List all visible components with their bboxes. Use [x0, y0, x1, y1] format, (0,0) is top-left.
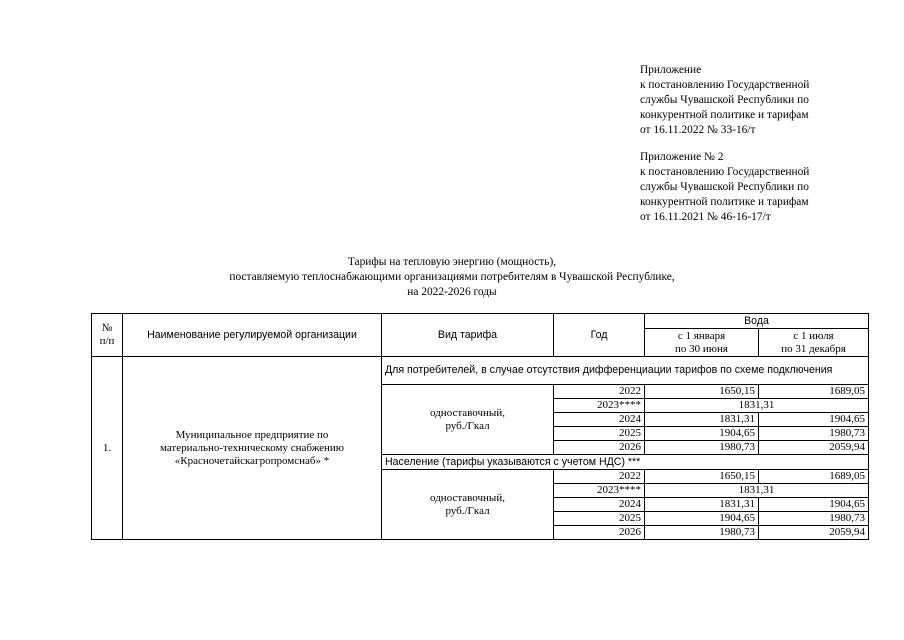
tariff-type-line: одноставочный, — [430, 406, 505, 419]
org-name-line: «Красночетайскагропромснаб» * — [174, 454, 330, 467]
value-cell: 1904,65 — [759, 413, 869, 427]
year-cell: 2024 — [554, 498, 645, 512]
value-cell: 1980,73 — [759, 512, 869, 526]
value-cell-merged: 1831,31 — [645, 399, 869, 413]
header-tariff-type: Вид тарифа — [382, 314, 554, 357]
value-cell: 1980,73 — [645, 441, 759, 455]
value-cell: 1831,31 — [645, 413, 759, 427]
appendix-line: службы Чувашской Республики по — [640, 181, 809, 193]
appendix-line: конкурентной политике и тарифам — [640, 109, 809, 121]
value-cell: 1980,73 — [645, 526, 759, 540]
appendix-line: от 16.11.2021 № 46-16-17/т — [640, 211, 771, 223]
appendix-line: службы Чувашской Республики по — [640, 94, 809, 106]
appendix-note-2021 — [640, 150, 850, 225]
header-org: Наименование регулируемой организации — [123, 314, 382, 357]
title-line: Тарифы на тепловую энергию (мощность), — [347, 256, 557, 268]
value-cell: 1650,15 — [645, 385, 759, 399]
header-period-1 — [645, 329, 759, 357]
value-cell: 1689,05 — [759, 470, 869, 484]
section-title: Население (тарифы указываются с учетом НДС) *** — [382, 455, 869, 470]
value-cell: 1904,65 — [759, 498, 869, 512]
appendix-line: к постановлению Государственной — [640, 79, 810, 91]
year-cell: 2023**** — [554, 399, 645, 413]
value-cell: 2059,94 — [759, 526, 869, 540]
year-cell: 2025 — [554, 427, 645, 441]
year-cell: 2022 — [554, 470, 645, 484]
value-cell-merged: 1831,31 — [645, 484, 869, 498]
appendix-line: от 16.11.2022 № 33-16/т — [640, 124, 756, 136]
header-number-line: п/п — [99, 335, 115, 347]
header-number — [92, 314, 123, 357]
org-name-line: Муниципальное предприятие по — [175, 428, 329, 441]
value-cell: 1689,05 — [759, 385, 869, 399]
header-period-line: по 31 декабря — [781, 342, 846, 355]
header-year: Год — [554, 314, 645, 357]
title-line: поставляемую теплоснабжающими организациями потребителям в Чувашской Республике, — [229, 271, 675, 283]
year-cell: 2025 — [554, 512, 645, 526]
appendix-note-2022 — [640, 63, 850, 138]
value-cell: 1831,31 — [645, 498, 759, 512]
year-cell: 2022 — [554, 385, 645, 399]
header-period-line: с 1 января — [677, 329, 726, 342]
tariff-table — [91, 313, 869, 540]
appendix-line: к постановлению Государственной — [640, 166, 810, 178]
header-period-line: с 1 июля — [793, 329, 834, 342]
appendix-line: конкурентной политике и тарифам — [640, 196, 809, 208]
value-cell: 2059,94 — [759, 441, 869, 455]
tariff-type — [382, 385, 554, 455]
org-name-line: материально-техническому снабжению — [159, 441, 345, 454]
header-row — [92, 314, 869, 329]
tariff-type-line: руб./Гкал — [445, 419, 490, 432]
appendix-line: Приложение — [640, 64, 702, 76]
header-period-line: по 30 июня — [675, 342, 728, 355]
year-cell: 2024 — [554, 413, 645, 427]
row-number: 1. — [92, 357, 123, 540]
section-row — [92, 357, 869, 385]
document-title — [0, 255, 904, 300]
value-cell: 1904,65 — [645, 512, 759, 526]
org-name — [123, 357, 382, 540]
section-title: Для потребителей, в случае отсутствия дифференциации тарифов по схеме подключения — [382, 357, 869, 385]
tariff-type-line: руб./Гкал — [445, 504, 490, 517]
header-water: Вода — [645, 314, 869, 329]
year-cell: 2023**** — [554, 484, 645, 498]
value-cell: 1650,15 — [645, 470, 759, 484]
tariff-type — [382, 470, 554, 540]
appendix-line: Приложение № 2 — [640, 151, 724, 163]
value-cell: 1904,65 — [645, 427, 759, 441]
value-cell: 1980,73 — [759, 427, 869, 441]
tariff-type-line: одноставочный, — [430, 491, 505, 504]
header-period-2 — [759, 329, 869, 357]
header-number-line: № — [101, 322, 113, 334]
title-line: на 2022-2026 годы — [407, 286, 497, 298]
year-cell: 2026 — [554, 441, 645, 455]
year-cell: 2026 — [554, 526, 645, 540]
